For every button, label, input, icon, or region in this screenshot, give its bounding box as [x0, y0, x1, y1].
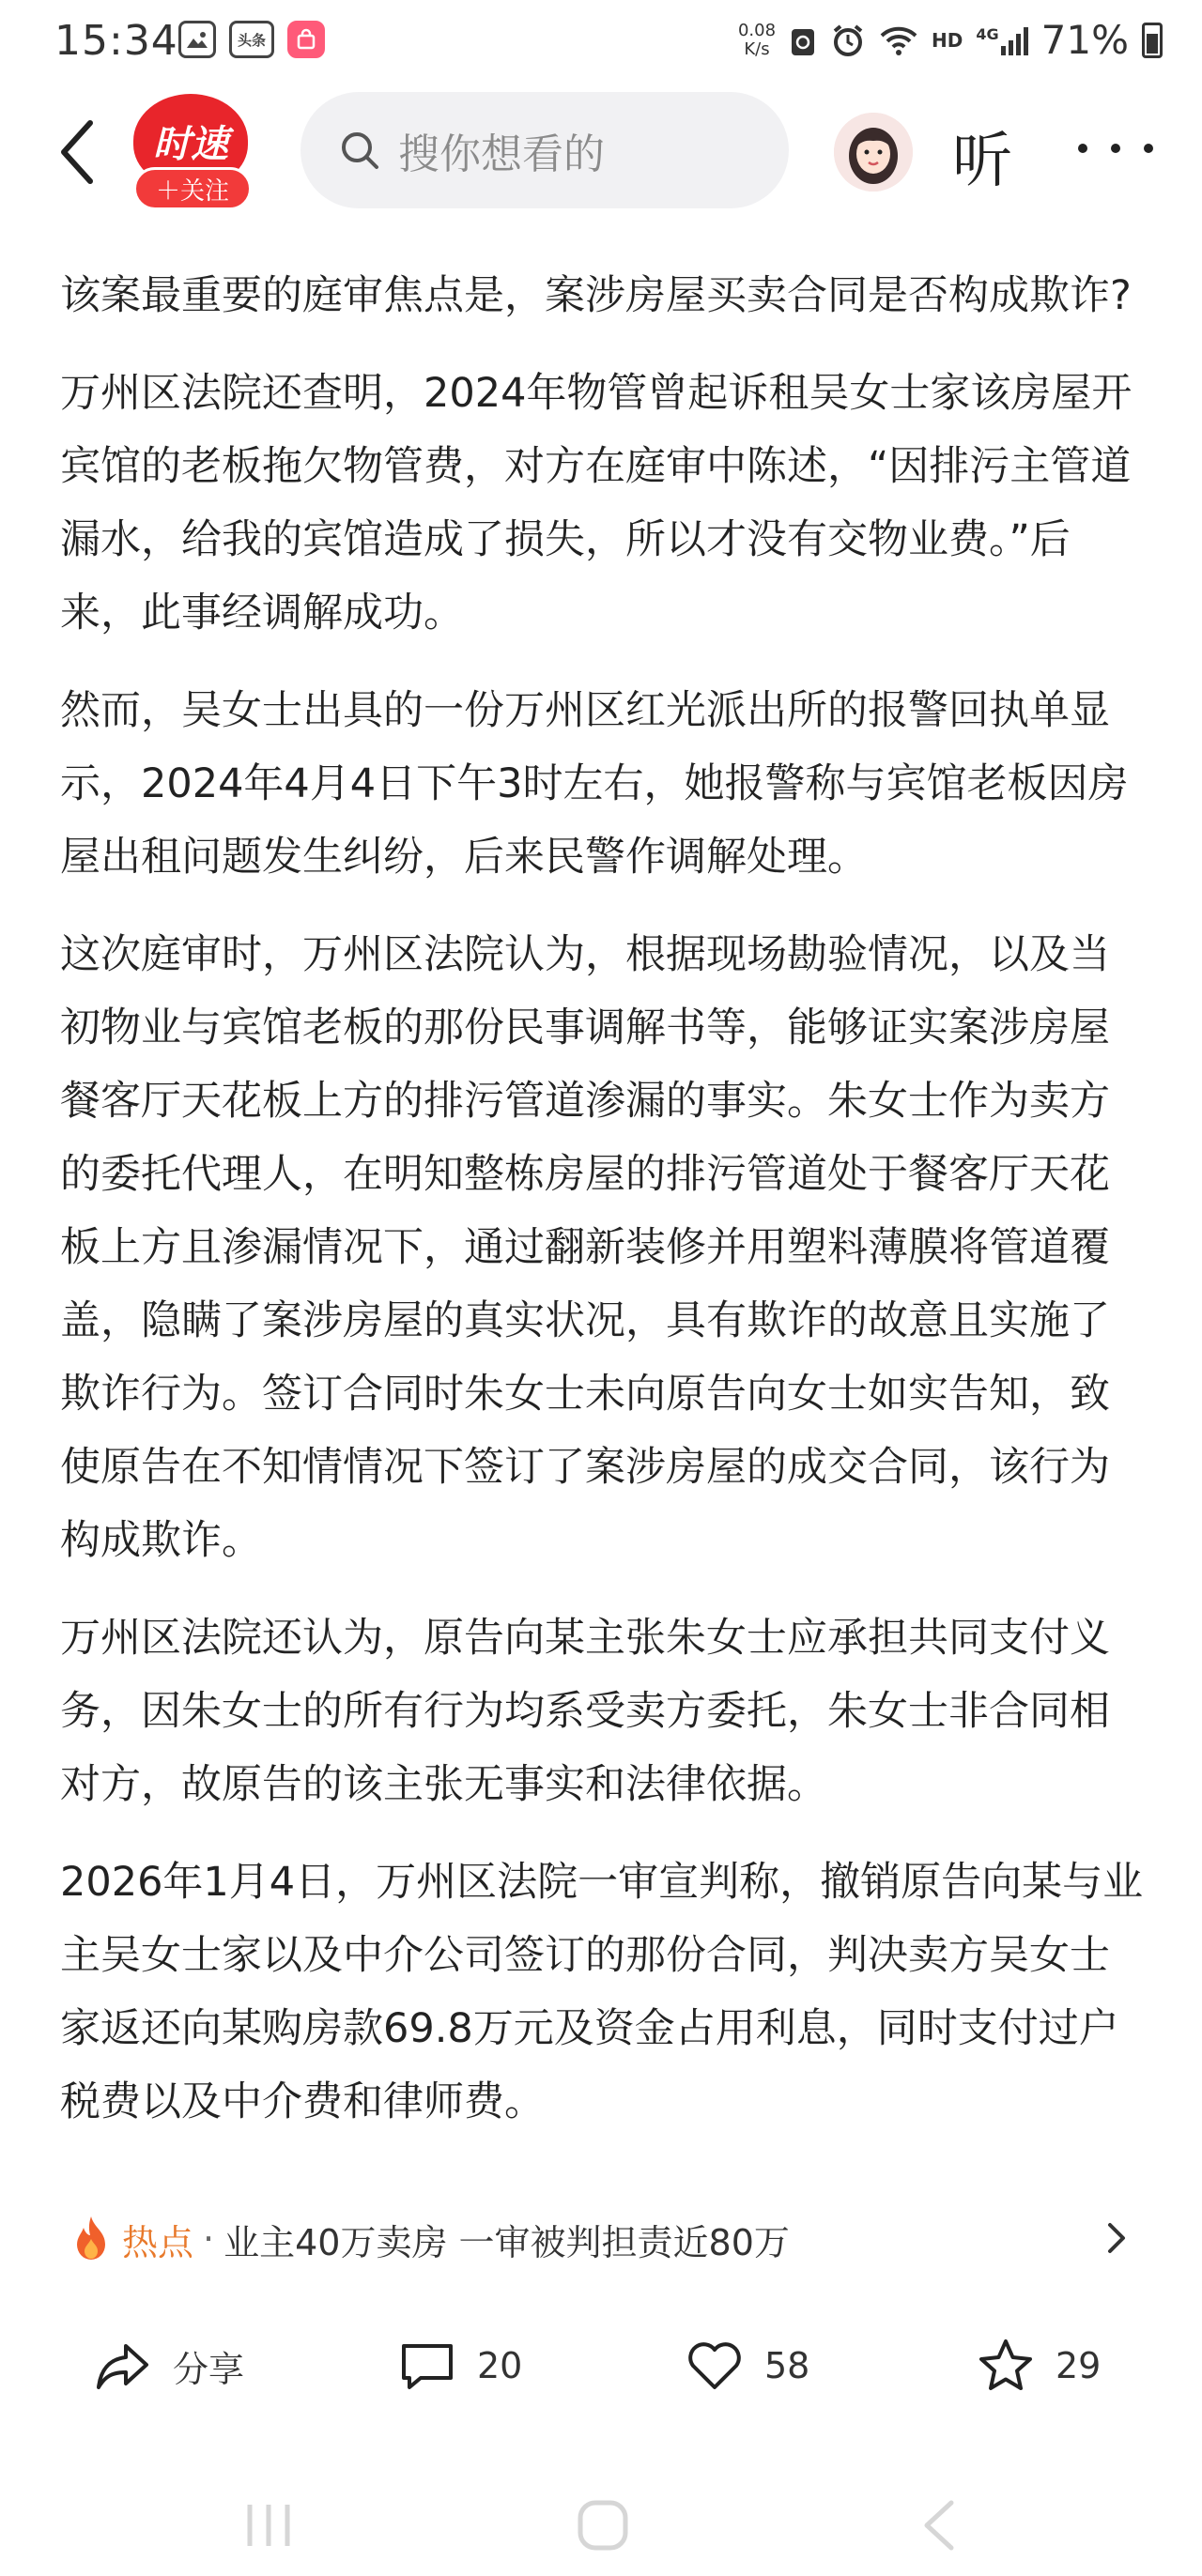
- recent-apps-icon: [240, 2499, 297, 2552]
- more-dot-icon: [1144, 144, 1153, 153]
- like-button[interactable]: [686, 2319, 809, 2413]
- search-placeholder: 搜你想看的: [398, 130, 605, 178]
- listen-button[interactable]: 听: [952, 127, 1012, 196]
- back-arrow-icon: [916, 2497, 963, 2553]
- battery-icon: [1142, 23, 1163, 58]
- top-nav-header: [0, 86, 1202, 218]
- hot-topic-title: 业主40万卖房 一审被判担责近80万: [223, 2221, 790, 2263]
- hot-topic-link[interactable]: [69, 2206, 1131, 2272]
- notification-icons: [178, 21, 325, 58]
- network-type: 4G: [976, 24, 999, 43]
- comment-icon: [398, 2337, 456, 2395]
- gallery-icon: [178, 21, 216, 58]
- article-paragraph: 万州区法院还认为，原告向某主张朱女士应承担共同支付义务，因朱女士的所有行为均系受卖方委托，朱女士非合同相对方，故原告的该主张无事实和法律依据。: [60, 1615, 1110, 1808]
- comment-count: 20: [477, 2345, 523, 2386]
- status-time: 15:34: [54, 17, 178, 65]
- recent-apps-button[interactable]: [231, 2488, 306, 2563]
- shopping-app-icon: [287, 21, 325, 58]
- fire-icon: [69, 2215, 113, 2263]
- wifi-icon: [879, 24, 918, 56]
- search-icon: [338, 129, 381, 172]
- action-bar: [0, 2319, 1202, 2413]
- signal-icon: [1001, 25, 1028, 55]
- home-button[interactable]: [565, 2488, 640, 2563]
- recycle-icon: [789, 23, 817, 57]
- more-dot-icon: [1078, 144, 1087, 153]
- battery-percent: 71%: [1040, 17, 1129, 63]
- alarm-icon: [830, 23, 866, 58]
- network-speed-unit: K/s: [744, 38, 770, 59]
- chevron-right-icon: [1102, 2219, 1131, 2257]
- avatar[interactable]: [834, 113, 913, 192]
- comment-button[interactable]: [398, 2319, 522, 2413]
- article-paragraph: 该案最重要的庭审焦点是，案涉房屋买卖合同是否构成欺诈?: [60, 272, 1132, 319]
- article-paragraph: 2026年1月4日，万州区法院一审宣判称，撤销原告向某与业主吴女士家以及中介公司签订的那份合同，判决卖方吴女士家返还向某购房款69.8万元及资金占用利息，同时支付过户税费以及中介费和律师费。: [60, 1859, 1144, 2125]
- share-button[interactable]: [94, 2319, 244, 2413]
- status-bar: [0, 0, 1202, 86]
- avatar-image: [834, 113, 913, 192]
- favorite-count: 29: [1056, 2345, 1102, 2386]
- status-indicators: [738, 17, 1163, 63]
- star-icon: [977, 2337, 1035, 2395]
- follow-button[interactable]: ＋关注: [133, 167, 252, 210]
- cell-signal: [976, 25, 1027, 55]
- home-icon: [575, 2497, 631, 2553]
- hd-indicator: HD: [932, 28, 963, 52]
- article-paragraph: 这次庭审时，万州区法院认为，根据现场勘验情况，以及当初物业与宾馆老板的那份民事调解书等，能够证实案涉房屋餐客厅天花板上方的排污管道渗漏的事实。朱女士作为卖方的委托代理人，在明知整栋房屋的排污管道处于餐客厅天花板上方且渗漏情况下，通过翻新装修并用塑料薄膜将管道覆盖，隐瞒了案涉房屋的真实状况，具有欺诈的故意且实施了欺诈行为。签订合同时朱女士未向原告向女士如实告知，致使原告在不知情情况下签订了案涉房屋的成交合同，该行为构成欺诈。: [60, 931, 1110, 1564]
- publisher-logo[interactable]: [133, 94, 252, 212]
- search-input[interactable]: [300, 92, 789, 208]
- publisher-logo-text: 时速: [133, 94, 248, 188]
- article-paragraph: 然而，吴女士出具的一份万州区红光派出所的报警回执单显示，2024年4月4日下午3时左右，她报警称与宾馆老板因房屋出租问题发生纠纷，后来民警作调解处理。: [60, 687, 1129, 881]
- chevron-left-icon: [58, 119, 96, 185]
- network-speed-value: 0.08: [737, 20, 777, 40]
- share-icon: [94, 2337, 152, 2395]
- hot-topic-separator: ·: [203, 2218, 215, 2260]
- like-count: 58: [764, 2345, 810, 2386]
- hot-topic-label: 热点: [122, 2221, 194, 2263]
- more-options-button[interactable]: [1078, 120, 1153, 176]
- system-nav-bar: [0, 2475, 1202, 2576]
- heart-icon: [686, 2337, 744, 2395]
- more-dot-icon: [1111, 144, 1120, 153]
- article-paragraph: 万州区法院还查明，2024年物管曾起诉租吴女士家该房屋开宾馆的老板拖欠物管费，对方在庭审中陈述，“因排污主管道漏水，给我的宾馆造成了损失，所以才没有交物业费。”后来，此事经调解成功。: [60, 370, 1133, 636]
- article-body: [60, 259, 1146, 2163]
- news-app-icon: 头条: [229, 21, 274, 58]
- share-label: 分享: [173, 2348, 245, 2390]
- nav-back-button[interactable]: [902, 2488, 977, 2563]
- favorite-button[interactable]: [977, 2319, 1101, 2413]
- back-button[interactable]: [49, 115, 105, 190]
- network-speed: [738, 22, 776, 59]
